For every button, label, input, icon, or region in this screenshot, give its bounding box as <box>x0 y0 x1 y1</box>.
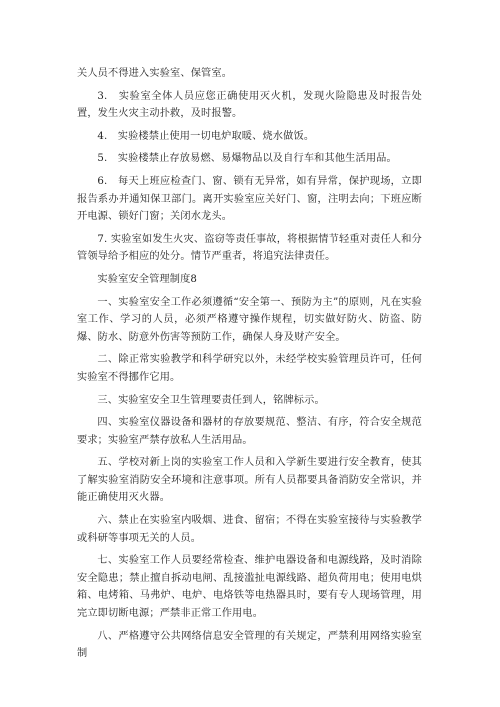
document-body <box>77 65 422 663</box>
paragraph-article-2: 二、除正常实验教学和科学研究以外，未经学校实验管理员许可，任何实验室不得挪作它用。 <box>77 354 422 383</box>
paragraph-article-6: 六、禁止在实验室内吸烟、进食、留宿；不得在实验室接待与实验教学或科研等事项无关的人员。 <box>77 515 422 544</box>
paragraph-article-4: 四、实验室仪器设备和器材的存放要规范、整洁、有序，符合安全规范要求；实验室严禁存放私人生活用品。 <box>77 417 422 446</box>
paragraph-rule-3: 3. 实验室全体人员应您正确使用灭火机，发现火险隐患及时报告处置，发生火灾主动扑救，及时报警。 <box>77 90 422 120</box>
paragraph-article-1: 一、实验室安全工作必须遵循“安全第一、预防为主”的原则，凡在实验室工作、学习的人员，必须严格遵守操作规程，切实做好防火、防盗、防爆、防水、防意外伤害等预防工作，确保人身及财产安全。 <box>77 296 422 343</box>
paragraph-rule-6: 6. 每天上班应检查门、窗、锁有无异常，如有异常，保护现场，立即报告系办并通知保卫部门。离开实验室应关好门、窗，注明去向；下班应断开电源、锁好门窗；关闭水龙头。 <box>77 175 422 223</box>
paragraph-article-8: 八、严格遵守公共网络信息安全管理的有关规定，严禁利用网络实验室制 <box>77 630 422 660</box>
paragraph-article-7: 七、实验室工作人员要经常检查、维护电器设备和电源线路，及时消除安全隐患；禁止擅自拆动电闸、乱接滥扯电源线路、超负荷用电；使用电烘箱、电烤箱、马弗炉、电炉、电烙铁等电热器具时，要有专人现场管理，用完立即切断电源；严禁非正常工作用电。 <box>77 555 422 620</box>
paragraph-rule-7: 7. 实验室如发生火灾、盗窃等责任事故，将根据情节轻重对责任人和分管领导给予相应的处分。情节严重者，将追究法律责任。 <box>77 233 422 263</box>
paragraph-rule-5: 5. 实验楼禁止存放易燃、易爆物品以及自行车和其他生活用品。 <box>97 153 397 165</box>
paragraph-article-3: 三、实验室安全卫生管理要责任到人，铭牌标示。 <box>97 394 325 406</box>
paragraph-continuation: 关人员不得进入实验室、保管室。 <box>77 68 233 79</box>
paragraph-rule-4: 4. 实验楼禁止使用一切电炉取暖、烧水做饭。 <box>97 130 315 142</box>
paragraph-article-5: 五、学校对新上岗的实验室工作人员和入学新生要进行安全教育，使其了解实验室消防安全环境和注意事项。所有人员都要具备消防安全常识，并能正确使用灭火器。 <box>77 457 422 504</box>
section-heading: 实验室安全管理制度8 <box>97 273 198 285</box>
